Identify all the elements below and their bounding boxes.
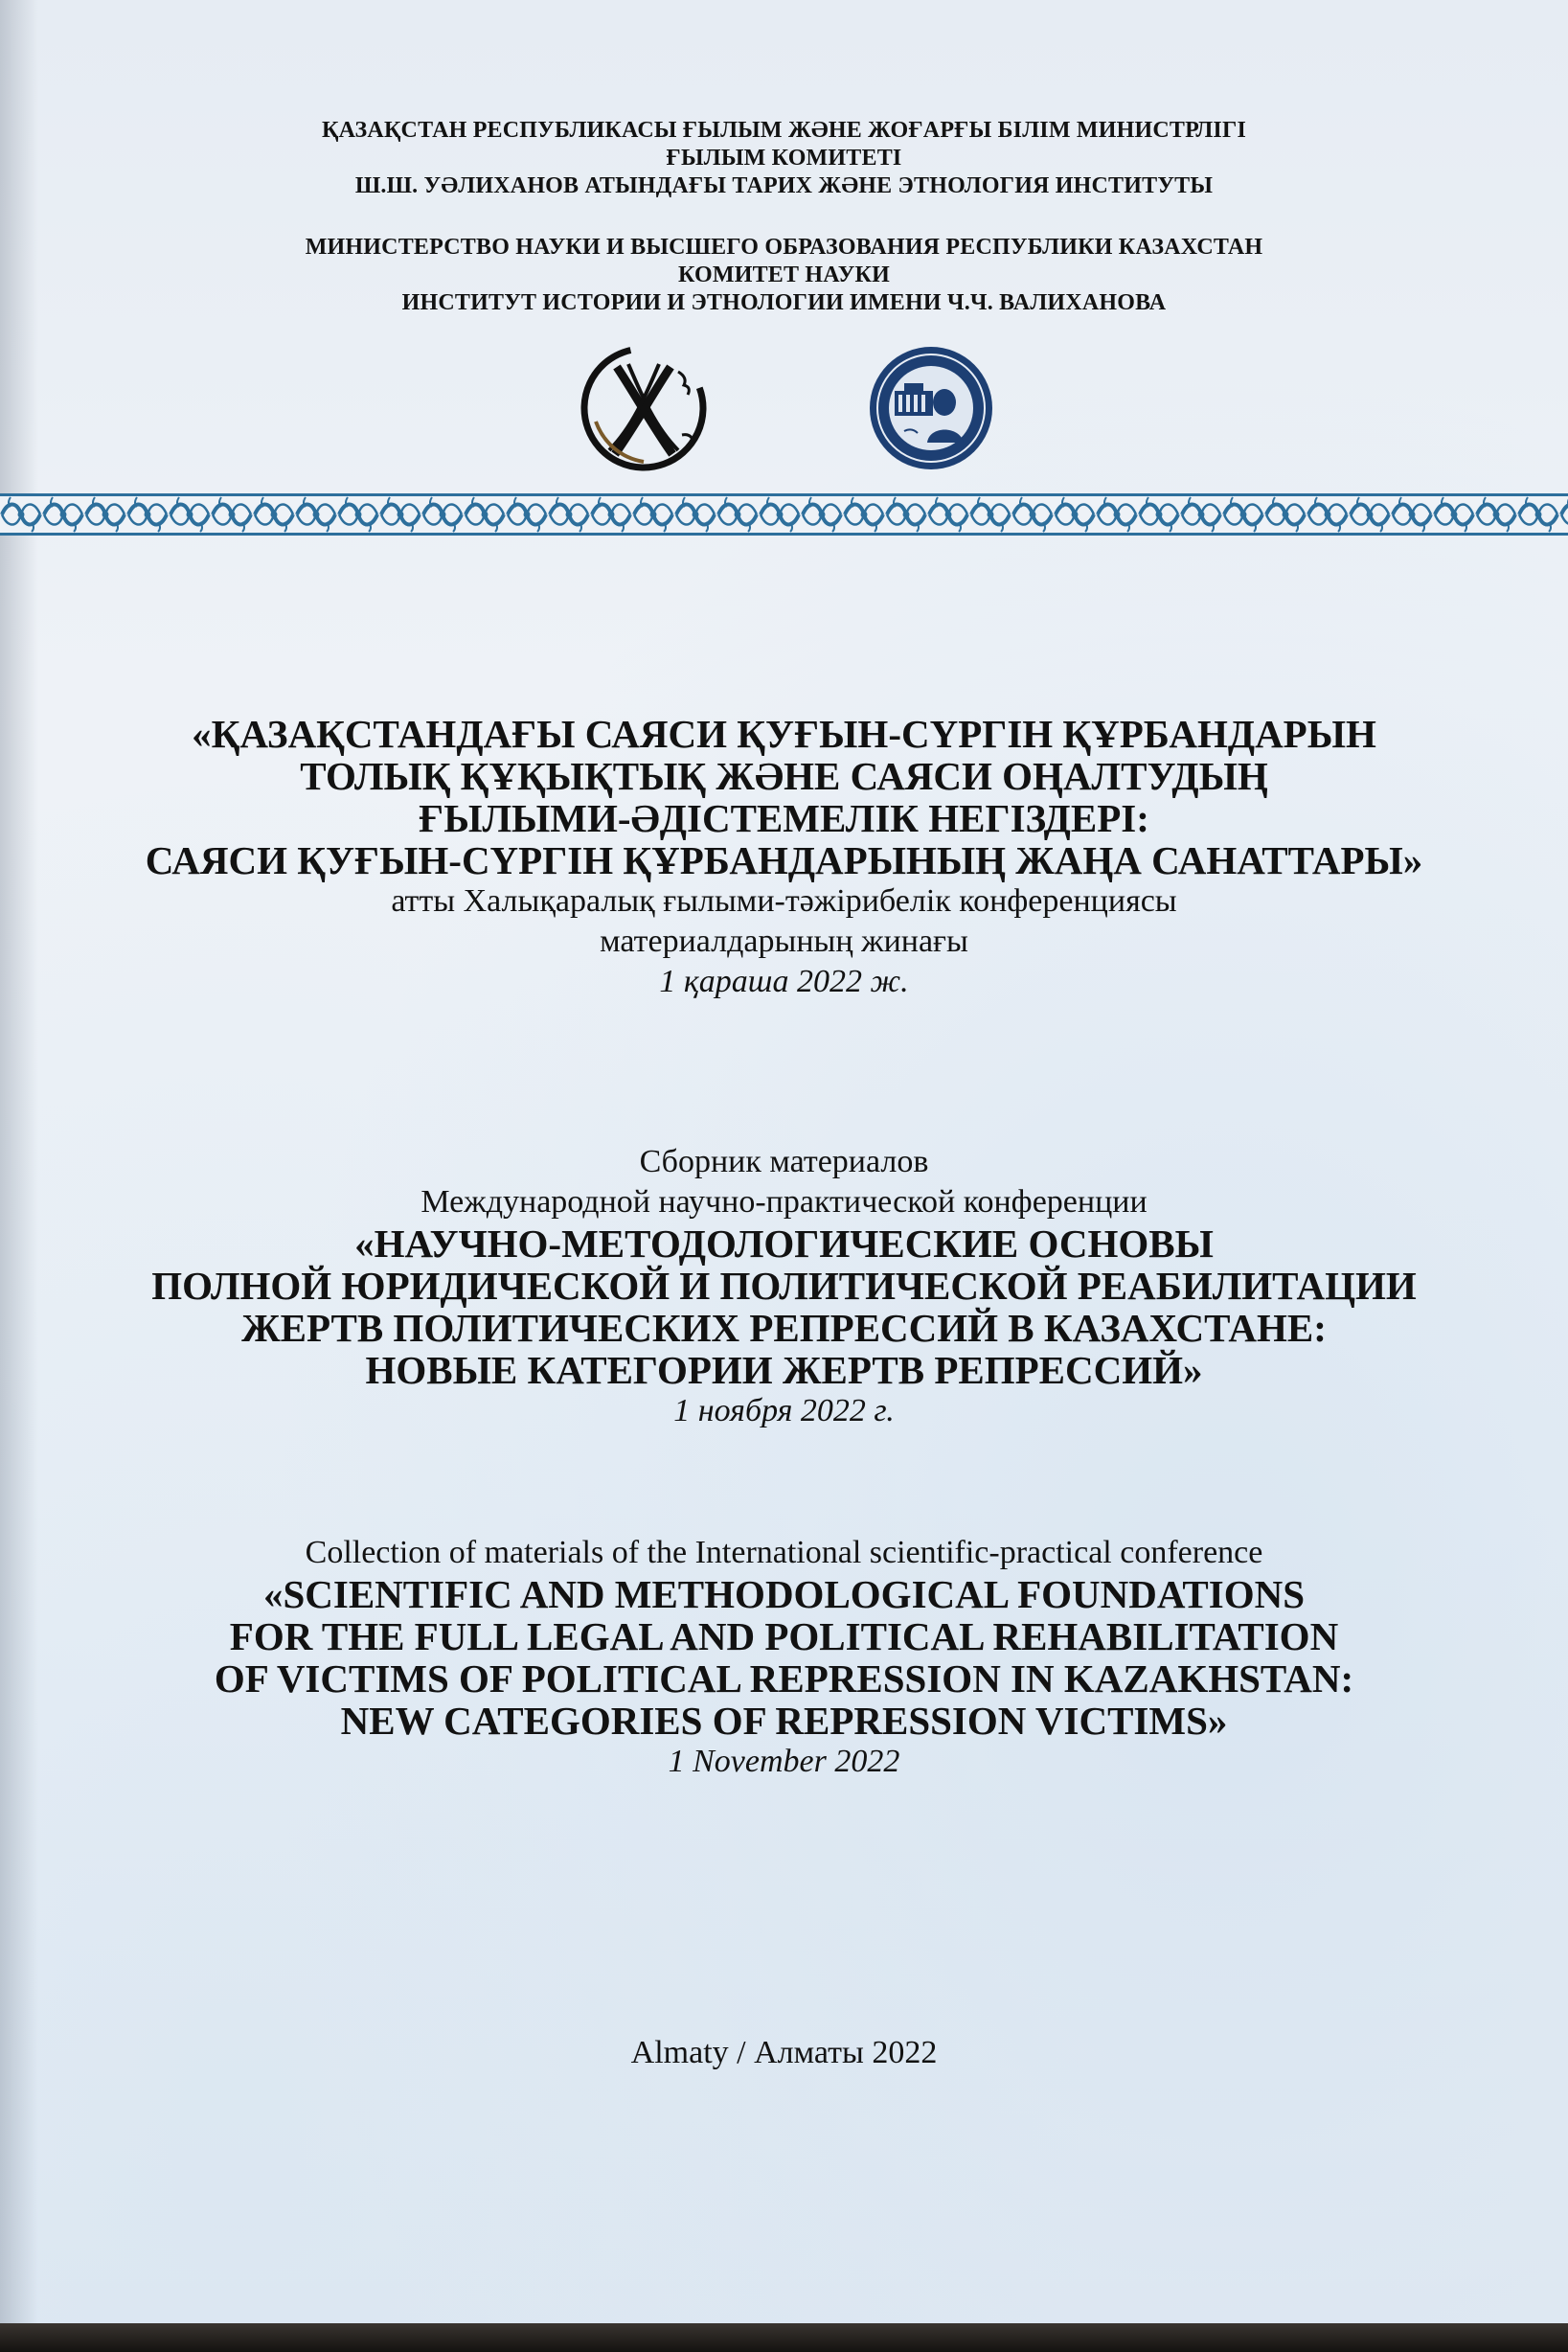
header-ru-committee: КОМИТЕТ НАУКИ bbox=[678, 263, 890, 287]
ru-title-line-4: НОВЫЕ КАТЕГОРИИ ЖЕРТВ РЕПРЕССИЙ» bbox=[365, 1348, 1203, 1392]
header-ru-institute: ИНСТИТУТ ИСТОРИИ И ЭТНОЛОГИИ ИМЕНИ Ч.Ч. ВАЛИХАНОВА bbox=[401, 290, 1167, 315]
logos bbox=[0, 343, 1568, 477]
kz-subtitle-line-2: материалдарының жинағы bbox=[600, 924, 968, 959]
ru-block bbox=[0, 1142, 1568, 1431]
ru-subtitle-line-1: Сборник материалов bbox=[639, 1144, 929, 1179]
en-date: 1 November 2022 bbox=[668, 1744, 900, 1779]
ru-title-line-2: ПОЛНОЙ ЮРИДИЧЕСКОЙ И ПОЛИТИЧЕСКОЙ РЕАБИЛИТАЦИИ bbox=[151, 1264, 1417, 1308]
en-title-line-2: FOR THE FULL LEGAL AND POLITICAL REHABILITATION bbox=[229, 1614, 1339, 1658]
kz-block bbox=[0, 713, 1568, 1002]
header-ru-ministry: МИНИСТЕРСТВО НАУКИ И ВЫСШЕГО ОБРАЗОВАНИЯ РЕСПУБЛИКИ КАЗАХСТАН bbox=[305, 235, 1263, 260]
en-title-line-4: NEW CATEGORIES OF REPRESSION VICTIMS» bbox=[340, 1699, 1228, 1743]
header-kz-ministry: ҚАЗАҚСТАН РЕСПУБЛИКАСЫ ҒЫЛЫМ ЖӘНЕ ЖОҒАРҒЫ БІЛІМ МИНИСТРЛІГІ bbox=[322, 118, 1246, 143]
kz-title-line-2: ТОЛЫҚ ҚҰҚЫҚТЫҚ ЖӘНЕ САЯСИ ОҢАЛТУДЫҢ bbox=[300, 754, 1268, 798]
publication-place: Almaty / Алматы 2022 bbox=[630, 2035, 938, 2070]
ornament-band bbox=[0, 493, 1568, 536]
kz-title-line-3: ҒЫЛЫМИ-ӘДІСТЕМЕЛІК НЕГІЗДЕРІ: bbox=[419, 796, 1149, 840]
ru-title-line-3: ЖЕРТВ ПОЛИТИЧЕСКИХ РЕПРЕССИЙ В КАЗАХСТАНЕ: bbox=[241, 1306, 1327, 1350]
ru-subtitle-line-2: Международной научно-практической конференции bbox=[420, 1184, 1148, 1220]
en-subtitle: Collection of materials of the International scientific-practical conference bbox=[305, 1535, 1263, 1570]
kz-title-line-4: САЯСИ ҚУҒЫН-СҮРГІН ҚҰРБАНДАРЫНЫҢ ЖАҢА САНАТТАРЫ» bbox=[145, 838, 1423, 882]
kz-title-line-1: «ҚАЗАҚСТАНДАҒЫ САЯСИ ҚУҒЫН-СҮРГІН ҚҰРБАНДАРЫН bbox=[192, 712, 1376, 756]
book-bottom-edge bbox=[0, 2323, 1568, 2352]
ru-date: 1 ноября 2022 г. bbox=[673, 1393, 895, 1428]
en-title-line-3: OF VICTIMS OF POLITICAL REPRESSION IN KAZAKHSTAN: bbox=[214, 1656, 1354, 1701]
en-block bbox=[0, 1533, 1568, 1782]
header-kz-institute: Ш.Ш. УӘЛИХАНОВ АТЫНДАҒЫ ТАРИХ ЖӘНЕ ЭТНОЛОГИЯ ИНСТИТУТЫ bbox=[354, 173, 1214, 198]
kz-subtitle-line-1: атты Халықаралық ғылыми-тәжірибелік конференциясы bbox=[391, 883, 1177, 919]
header-ru bbox=[0, 234, 1568, 317]
ru-title-line-1: «НАУЧНО-МЕТОДОЛОГИЧЕСКИЕ ОСНОВЫ bbox=[354, 1222, 1214, 1266]
en-title-line-1: «SCIENTIFIC AND METHODOLOGICAL FOUNDATIONS bbox=[262, 1572, 1306, 1616]
kz-date: 1 қараша 2022 ж. bbox=[659, 964, 909, 999]
institute-of-history-seal-icon bbox=[866, 343, 996, 473]
repression-memorial-emblem-icon bbox=[579, 343, 709, 473]
header-kz bbox=[0, 117, 1568, 200]
header-kz-committee: ҒЫЛЫМ КОМИТЕТІ bbox=[666, 146, 902, 171]
